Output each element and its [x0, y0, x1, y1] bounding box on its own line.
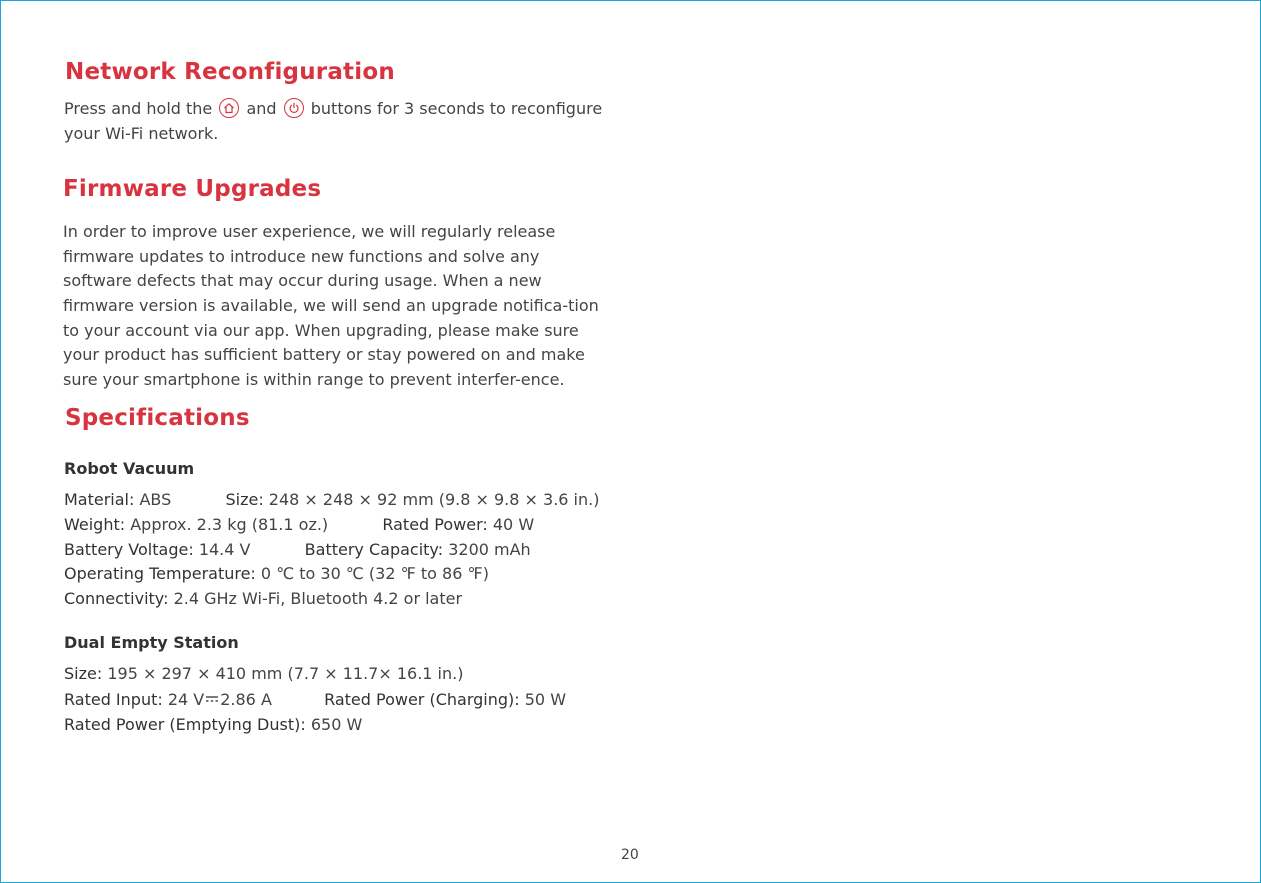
spec-row-weight-power — [64, 513, 623, 538]
material-label: Material: — [64, 490, 135, 510]
connectivity-value: 2.4 GHz Wi-Fi, Bluetooth 4.2 or later — [173, 588, 463, 608]
connectivity-label: Connectivity: — [64, 588, 169, 608]
battery-capacity-label: Battery Capacity: — [304, 539, 444, 559]
home-icon — [219, 98, 239, 118]
spec-row-connectivity — [64, 587, 623, 612]
battery-capacity-value: 3200 mAh — [448, 539, 531, 559]
specifications-section — [63, 405, 623, 737]
rated-power-charging-value: 50 W — [524, 689, 567, 709]
dual-empty-station-specs — [64, 662, 623, 737]
rated-power-emptying-label: Rated Power (Emptying Dust): — [64, 714, 306, 734]
battery-voltage-value: 14.4 V — [198, 539, 251, 559]
spec-row-rated-input — [64, 687, 623, 713]
spec-row-rated-power-emptying — [64, 713, 623, 738]
dc-current-icon — [205, 687, 219, 697]
spec-row-station-size — [64, 662, 623, 687]
spec-row-operating-temperature — [64, 562, 623, 587]
network-reconfiguration-section — [63, 59, 623, 146]
firmware-upgrades-text: In order to improve user experience, we will regularly release firmware updates to introduce new functions and solve any software defects that may occur during usage. When a new firmware version is available, we will send an upgrade notifica-tion to your account via our app. When upgrading, please make sure your product has sufficient battery or stay powered on and make sure your smartphone is within range to prevent interfer-ence. — [63, 222, 599, 389]
rated-power-label: Rated Power: — [382, 514, 488, 534]
robot-vacuum-specs — [64, 488, 623, 611]
robot-vacuum-heading: Robot Vacuum — [64, 459, 195, 479]
weight-label: Weight: — [64, 514, 126, 534]
network-text-and: and — [246, 99, 277, 118]
network-text-before-home: Press and hold the — [64, 99, 213, 118]
rated-power-emptying-value: 650 W — [310, 714, 363, 734]
dual-empty-station-heading: Dual Empty Station — [64, 633, 239, 653]
rated-input-current: 2.86 A — [220, 689, 272, 709]
specifications-heading: Specifications — [65, 405, 250, 432]
firmware-upgrades-heading: Firmware Upgrades — [63, 176, 322, 203]
battery-voltage-label: Battery Voltage: — [64, 539, 194, 559]
rated-power-value: 40 W — [492, 514, 535, 534]
network-reconfiguration-heading: Network Reconfiguration — [65, 59, 395, 85]
spec-row-material-size — [64, 488, 623, 513]
operating-temperature-value: 0 ℃ to 30 ℃ (32 ℉ to 86 ℉) — [260, 564, 489, 584]
operating-temperature-label: Operating Temperature: — [64, 564, 256, 584]
network-reconfiguration-text — [64, 97, 623, 146]
spec-row-battery — [64, 538, 623, 563]
network-text-after-power: buttons for 3 seconds to reconfigure your Wi-Fi network. — [64, 99, 603, 143]
rated-power-charging-label: Rated Power (Charging): — [324, 689, 520, 709]
robot-size-value: 248 × 248 × 92 mm (9.8 × 9.8 × 3.6 in.) — [268, 490, 600, 510]
station-size-value: 195 × 297 × 410 mm (7.7 × 11.7× 16.1 in.) — [107, 664, 464, 684]
station-size-label: Size: — [64, 664, 103, 684]
page-number: 20 — [621, 847, 639, 863]
rated-input-voltage: 24 V — [167, 689, 205, 709]
power-icon — [284, 98, 304, 118]
firmware-upgrades-section — [63, 176, 623, 392]
robot-size-label: Size: — [225, 490, 264, 510]
rated-input-label: Rated Input: — [64, 689, 163, 709]
material-value: ABS — [139, 490, 172, 510]
weight-value: Approx. 2.3 kg (81.1 oz.) — [130, 514, 329, 534]
page-content — [63, 59, 623, 737]
